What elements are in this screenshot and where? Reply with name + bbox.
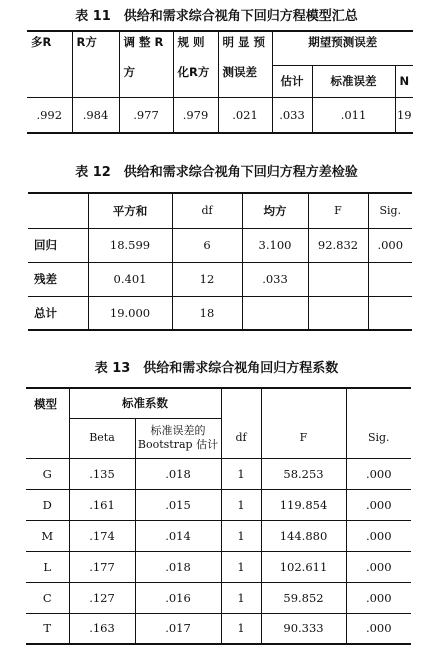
row-label: M xyxy=(26,520,69,551)
cell-value: 1 xyxy=(221,613,261,644)
row-label: 回归 xyxy=(28,228,88,262)
cell-value: .979 xyxy=(173,97,218,133)
header-apparent-error-line2: 测误差 xyxy=(222,65,257,79)
cell-value: 144.880 xyxy=(261,520,346,551)
cell-value: 19.000 xyxy=(88,296,172,330)
cell-value xyxy=(368,296,412,330)
cell-value: .033 xyxy=(272,97,312,133)
header-sig: Sig. xyxy=(368,193,412,228)
cell-value: .127 xyxy=(69,582,135,613)
header-f: F xyxy=(261,418,346,458)
header-model: 模型 xyxy=(26,388,69,418)
cell-value: 18 xyxy=(172,296,242,330)
header-df: df xyxy=(221,418,261,458)
cell-value: 119.854 xyxy=(261,489,346,520)
header-multi-r: 多R xyxy=(27,31,72,97)
header-apparent-prediction-error xyxy=(218,31,272,97)
cell-value xyxy=(368,262,412,296)
cell-value: 3.100 xyxy=(242,228,308,262)
header-standard-coefficients: 标准系数 xyxy=(69,388,221,418)
cell-value xyxy=(308,262,368,296)
cell-value: 102.611 xyxy=(261,551,346,582)
header-beta: Beta xyxy=(69,418,135,458)
table-row xyxy=(26,613,411,644)
cell-value: .135 xyxy=(69,458,135,489)
table-row xyxy=(26,520,411,551)
header-r-square: R方 xyxy=(72,31,119,97)
header-df: df xyxy=(172,193,242,228)
cell-value: .018 xyxy=(135,551,221,582)
header-sum-of-squares: 平方和 xyxy=(88,193,172,228)
cell-value: .011 xyxy=(312,97,395,133)
cell-value: 6 xyxy=(172,228,242,262)
cell-value: .977 xyxy=(119,97,173,133)
table-row xyxy=(28,296,412,330)
cell-value: 1 xyxy=(221,582,261,613)
cell-value: .000 xyxy=(346,582,411,613)
header-bootstrap-line1: 标准误差的 xyxy=(150,424,206,437)
table-row xyxy=(28,262,412,296)
cell-value: .014 xyxy=(135,520,221,551)
header-bootstrap-std-error xyxy=(135,418,221,458)
cell-value: .174 xyxy=(69,520,135,551)
header-blank xyxy=(346,388,411,418)
header-regularized-r-line1: 规 则 xyxy=(177,35,205,49)
cell-value: .000 xyxy=(346,489,411,520)
table-row xyxy=(26,582,411,613)
header-adjusted-r-line2: 方 xyxy=(123,65,135,79)
cell-value: 18.599 xyxy=(88,228,172,262)
row-label: C xyxy=(26,582,69,613)
cell-value xyxy=(308,296,368,330)
header-regularized-r-square xyxy=(173,31,218,97)
cell-value: .000 xyxy=(346,458,411,489)
row-label: 残差 xyxy=(28,262,88,296)
table-11-title: 表 11 供给和需求综合视角下回归方程模型汇总 xyxy=(75,9,358,24)
table-12 xyxy=(28,192,412,331)
cell-value: .000 xyxy=(368,228,412,262)
cell-value: .992 xyxy=(27,97,72,133)
cell-value: .984 xyxy=(72,97,119,133)
header-f: F xyxy=(308,193,368,228)
cell-value: 92.832 xyxy=(308,228,368,262)
cell-value: 1 xyxy=(221,551,261,582)
header-blank xyxy=(28,193,88,228)
header-estimate: 估计 xyxy=(272,65,312,97)
row-label: L xyxy=(26,551,69,582)
header-blank xyxy=(26,418,69,458)
table-row xyxy=(26,551,411,582)
header-adjusted-r-square xyxy=(119,31,173,97)
cell-value: 0.401 xyxy=(88,262,172,296)
table-12-title: 表 12 供给和需求综合视角下回归方程方差检验 xyxy=(75,165,358,180)
cell-value: 90.333 xyxy=(261,613,346,644)
cell-value: .016 xyxy=(135,582,221,613)
cell-value: .021 xyxy=(218,97,272,133)
header-apparent-error-line1: 明 显 预 xyxy=(222,35,266,49)
cell-value: .018 xyxy=(135,458,221,489)
cell-value: .000 xyxy=(346,613,411,644)
cell-value: 1 xyxy=(221,458,261,489)
header-mean-square: 均方 xyxy=(242,193,308,228)
table-row xyxy=(26,489,411,520)
header-adjusted-r-line1: 调 整 R xyxy=(123,35,164,49)
header-standard-error: 标准误差 xyxy=(312,65,395,97)
header-regularized-r-line2: 化R方 xyxy=(177,65,210,79)
cell-value: .017 xyxy=(135,613,221,644)
cell-value: .161 xyxy=(69,489,135,520)
row-label: 总计 xyxy=(28,296,88,330)
row-label: T xyxy=(26,613,69,644)
table-row xyxy=(28,228,412,262)
header-blank xyxy=(221,388,261,418)
cell-value: 58.253 xyxy=(261,458,346,489)
cell-value: .000 xyxy=(346,520,411,551)
header-expected-prediction-error: 期望预测误差 xyxy=(272,31,413,65)
table-row xyxy=(26,458,411,489)
header-blank xyxy=(261,388,346,418)
row-label: G xyxy=(26,458,69,489)
cell-value: 59.852 xyxy=(261,582,346,613)
cell-value: .015 xyxy=(135,489,221,520)
cell-value: 1 xyxy=(221,489,261,520)
cell-value xyxy=(242,296,308,330)
row-label: D xyxy=(26,489,69,520)
table-13 xyxy=(26,387,411,645)
table-13-title: 表 13 供给和需求综合视角回归方程系数 xyxy=(94,361,339,376)
cell-value: 12 xyxy=(172,262,242,296)
cell-value: .163 xyxy=(69,613,135,644)
table-row xyxy=(27,97,413,133)
cell-value: 19 xyxy=(395,97,413,133)
cell-value: .177 xyxy=(69,551,135,582)
table-11 xyxy=(27,30,413,134)
header-sig: Sig. xyxy=(367,430,390,444)
cell-value: .000 xyxy=(346,551,411,582)
cell-value: 1 xyxy=(221,520,261,551)
header-n: N xyxy=(395,65,413,97)
cell-value: .033 xyxy=(242,262,308,296)
header-bootstrap-line2: Bootstrap 估计 xyxy=(137,438,219,451)
